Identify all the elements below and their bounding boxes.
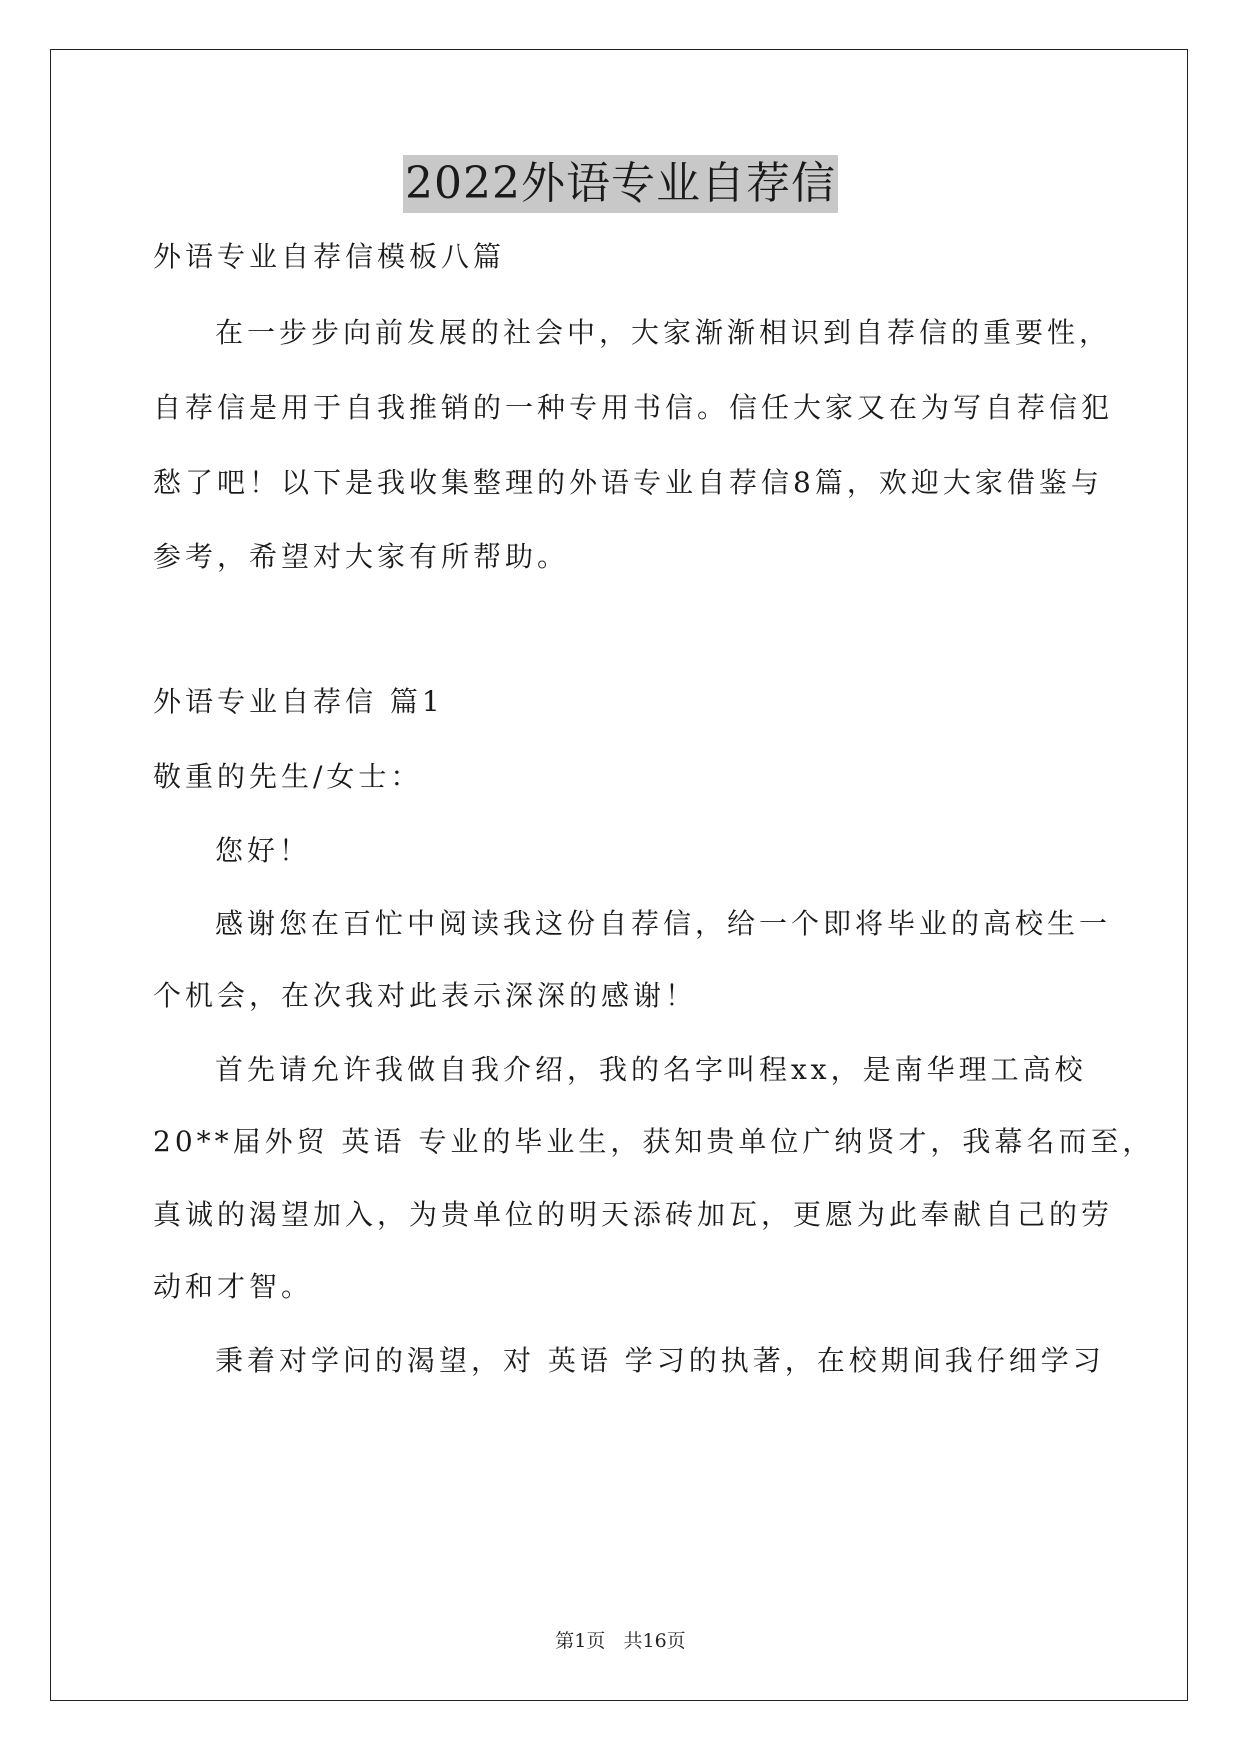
paragraph-line: 动和才智。	[153, 1270, 314, 1303]
section-heading: 外语专业自荐信 篇1	[153, 685, 444, 718]
paragraph-line: 20**届外贸 英语 专业的毕业生，获知贵单位广纳贤才，我幕名而至，	[153, 1125, 1155, 1158]
document-title: 2022外语专业自荐信	[403, 155, 838, 213]
title-container	[0, 155, 1241, 213]
paragraph-line: 愁了吧！以下是我收集整理的外语专业自荐信8篇，欢迎大家借鉴与	[153, 466, 1103, 499]
paragraph-line: 个机会，在次我对此表示深深的感谢！	[153, 979, 698, 1012]
subtitle-line: 外语专业自荐信模板八篇	[153, 240, 506, 273]
page-border	[50, 49, 1188, 1701]
paragraph-line: 感谢您在百忙中阅读我这份自荐信，给一个即将毕业的高校生一	[215, 907, 1112, 940]
greeting: 您好！	[215, 834, 312, 867]
paragraph-line: 自荐信是用于自我推销的一种专用书信。信任大家又在为写自荐信犯	[153, 391, 1114, 424]
paragraph-line: 在一步步向前发展的社会中，大家渐渐相识到自荐信的重要性，	[215, 316, 1112, 349]
paragraph-line: 真诚的渴望加入，为贵单位的明天添砖加瓦，更愿为此奉献自己的劳	[153, 1198, 1114, 1231]
paragraph-line: 首先请允许我做自我介绍，我的名字叫程xx，是南华理工高校	[215, 1053, 1087, 1086]
paragraph-line: 秉着对学问的渴望，对 英语 学习的执著，在校期间我仔细学习	[215, 1344, 1105, 1377]
page-number: 第1页 共16页	[555, 1630, 686, 1652]
salutation: 敬重的先生/女士：	[153, 760, 423, 793]
paragraph-line: 参考，希望对大家有所帮助。	[153, 540, 570, 573]
